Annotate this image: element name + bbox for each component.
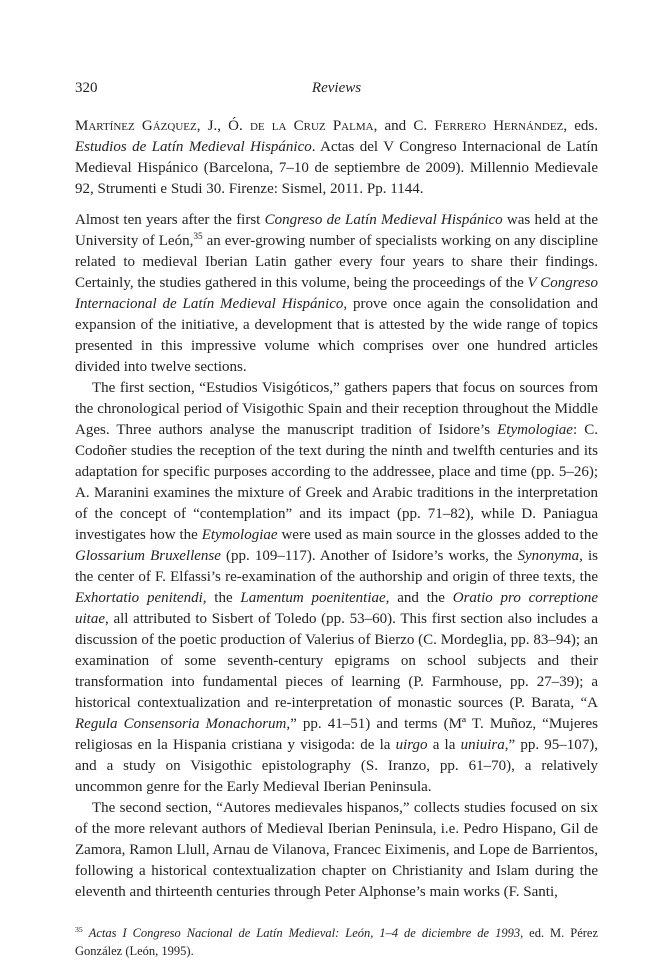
page-number: 320 <box>75 80 98 96</box>
review-paragraph-2: The first section, “Estudios Visigóticos,” gathers papers that focus on sources from the chronological period of Visigothic Spain and their reception throughout the Middle Ages. Three authors analyse the manuscript tradition of Isidore’s Etymologiae: C. Codoñer studies the reception of the text during the ninth and twelfth centuries and its adaptation for specific purposes according to the addressee, place and time (pp. 5–26); A. Maranini examines the mixture of Greek and Arabic traditions in the interpretation of the concept of “contemplation” and its impact (pp. 71–82), while D. Paniagua investigates how the Etymologiae were used as main source in the glosses added to the Glossarium Bruxellense (pp. 109–117). Another of Isidore’s works, the Synonyma, is the center of F. Elfassi’s re-examination of the authorship and origin of three texts, the Exhortatio penitendi, the Lamentum poenitentiae, and the Oratio pro correptione uitae, all attributed to Sisbert of Toledo (pp. 53–60). This first section also includes a discussion of the poetic production of Valerius of Bierzo (C. Mordeglia, pp. 83–94); an examination of some seventh-century epigrams on school subjects and their transformation into fundamental pieces of learning (P. Farmhouse, pp. 27–39); a historical contextualization and re-interpretation of monastic sources (P. Barata, “A Regula Consensoria Monachorum,” pp. 41–51) and terms (Mª T. Muñoz, “Mujeres religiosas en la Hispania cristiana y visigoda: de la uirgo a la uniuira,” pp. 95–107), and a study on Visigothic epistolography (S. Iranzo, pp. 61–70), a relatively uncommon genre for the Early Medieval Iberian Peninsula. <box>75 380 599 795</box>
review-paragraph-3: The second section, “Autores medievales hispanos,” collects studies focused on six of the more relevant authors of Medieval Iberian Peninsula, i.e. Pedro Hispano, Gil de Zamora, Ramon Llull, Arnau de Vilanova, Francec Eiximenis, and Lope de Barrientos, following a historical contextualization chapter on Christianity and Islam during the eleventh and thirteenth centuries through Peter Alphonse’s main works (F. Santi, <box>75 800 598 900</box>
footnote-35: $^{35}$ Actas I Congreso Nacional de Latín Medieval: León, 1–4 de diciembre de 1993, ed. M. Pérez González (León, 1995). <box>75 924 599 958</box>
running-title: Reviews <box>311 80 362 96</box>
text-column <box>75 78 598 960</box>
book-citation: Martínez Gázquez, J., Ó. de la Cruz Palma, and C. Ferrero Hernández, eds. Estudios de Latín Medieval Hispánico. Actas del V Congreso Internacional de Latín Medieval Hispánico (Barcelona, 7–10 de septiembre de 2009). Millennio Medievale 92, Strumenti e Studi 30. Firenze: Sismel, 2011. Pp. 1144. <box>75 118 599 197</box>
review-paragraph-1: Almost ten years after the first Congreso de Latín Medieval Hispánico was held at the University of León,$^{35}$ an ever-growing number of specialists working on any discipline related to medieval Iberian Latin gather every four years to share their findings. Certainly, the studies gathered in this volume, being the proceedings of the V Congreso Internacional de Latín Medieval Hispánico, prove once again the consolidation and expansion of the initiative, a development that is attested by the wide range of topics presented in this impressive volume which comprises over one hundred articles divided into twelve sections. <box>75 212 599 375</box>
page-header <box>75 78 598 99</box>
